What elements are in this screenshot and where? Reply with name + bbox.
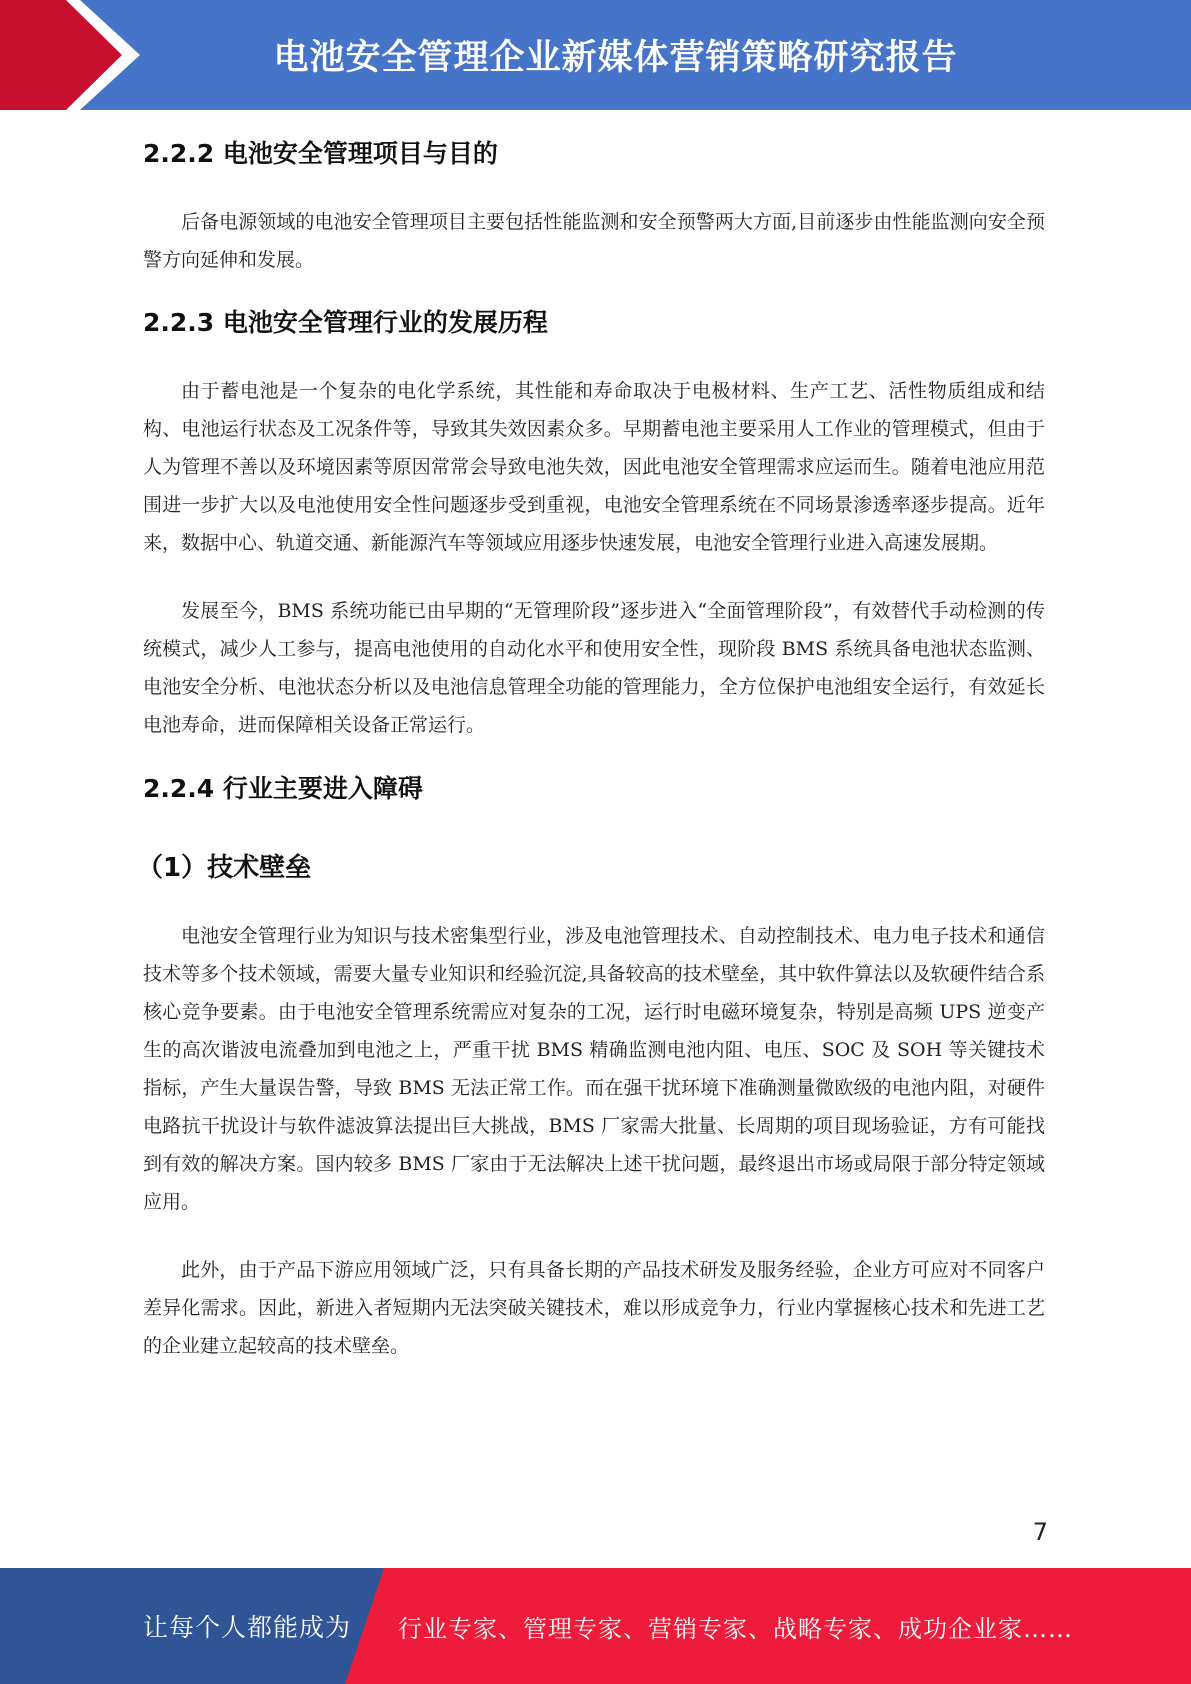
paragraph: 电池安全管理行业为知识与技术密集型行业，涉及电池管理技术、自动控制技术、电力电子技术和通信技术等多个技术领域，需要大量专业知识和经验沉淀,具备较高的技术壁垒，其中软件算法以及软硬件结合系核心竞争要素。由于电池安全管理系统需应对复杂的工况，运行时电磁环境复杂，特别是高频 UPS 逆变产生的高次谐波电流叠加到电池之上，严重干扰 BMS 精确监测电池内阻、电压、SOC 及 SOH 等关键技术指标，产生大量误告警，导致 BMS 无法正常工作。而在强干扰环境下准确测量微欧级的电池内阻，对硬件电路抗干扰设计与软件滤波算法提出巨大挑战，BMS 厂家需大批量、长周期的项目现场验证，方有可能找到有效的解决方案。国内较多 BMS 厂家由于无法解决上述干扰问题，最终退出市场或局限于部分特定领域应用。 [143,925,1045,1213]
header-bar [0,0,1191,110]
page-number: 7 [1032,1518,1048,1546]
report-content [137,110,1045,1365]
paragraph: 由于蓄电池是一个复杂的电化学系统，其性能和寿命取决于电极材料、生产工艺、活性物质组成和结构、电池运行状态及工况条件等，导致其失效因素众多。早期蓄电池主要采用人工作业的管理模式，但由于人为管理不善以及环境因素等原因常常会导致电池失效，因此电池安全管理需求应运而生。随着电池应用范围进一步扩大以及电池使用安全性问题逐步受到重视，电池安全管理系统在不同场景渗透率逐步提高。近年来，数据中心、轨道交通、新能源汽车等领域应用逐步快速发展，电池安全管理行业进入高速发展期。 [143,380,1045,554]
section-heading-2-2-3: 2.2.3 电池安全管理行业的发展历程 [143,308,548,337]
document-title: 电池安全管理企业新媒体营销策略研究报告 [273,38,958,78]
section-heading-2-2-4: 2.2.4 行业主要进入障碍 [143,774,423,803]
paragraph: 后备电源领域的电池安全管理项目主要包括性能监测和安全预警两大方面,目前逐步由性能监测向安全预警方向延伸和发展。 [143,211,1045,271]
paragraph: 发展至今，BMS 系统功能已由早期的“无管理阶段”逐步进入“全面管理阶段”，有效替代手动检测的传统模式，减少人工参与，提高电池使用的自动化水平和使用安全性，现阶段 BMS 系统具备电池状态监测、电池安全分析、电池状态分析以及电池信息管理全功能的管理能力，全方位保护电池组安全运行，有效延长电池寿命，进而保障相关设备正常运行。 [143,600,1045,736]
paragraph: 此外，由于产品下游应用领域广泛，只有具备长期的产品技术研发及服务经验，企业方可应对不同客户差异化需求。因此，新进入者短期内无法突破关键技术，难以形成竞争力，行业内掌握核心技术和先进工艺的企业建立起较高的技术壁垒。 [143,1259,1045,1357]
header-arrow-icon [0,0,160,110]
footer-banner [0,1568,1191,1684]
footer-slogan-left: 让每个人都能成为 [143,1613,352,1642]
subsection-heading-technical-barrier: （1）技术壁垒 [137,853,312,883]
section-heading-2-2-2: 2.2.2 电池安全管理项目与目的 [143,139,498,168]
footer-slogan-right: 行业专家、管理专家、营销专家、战略专家、成功企业家…… [398,1614,1073,1643]
